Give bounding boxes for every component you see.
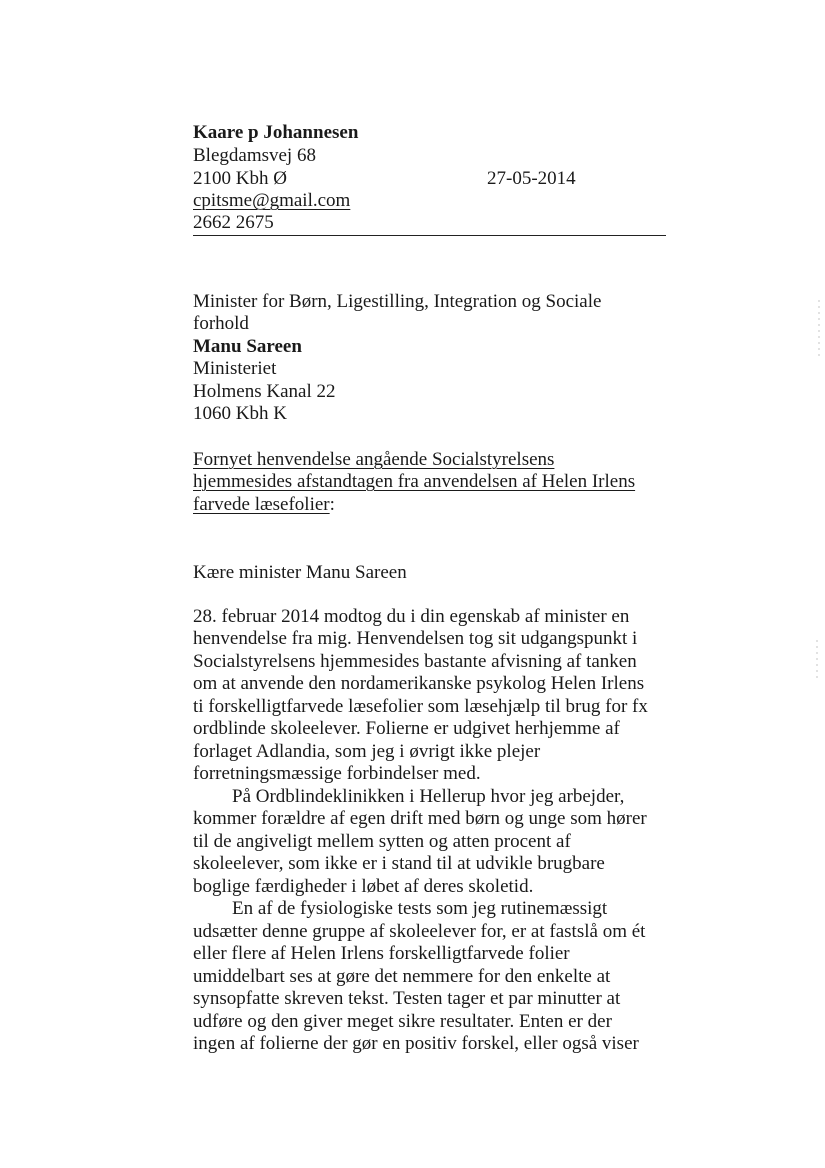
body-line: forretningsmæssige forbindelser med. [193,763,481,784]
body-line: En af de fysiologiske tests som jeg rutinemæssigt [232,898,608,919]
letter-date: 27-05-2014 [487,168,576,189]
salutation: Kære minister Manu Sareen [193,562,407,583]
body-line: boglige færdigheder i løbet af deres skoletid. [193,876,534,897]
body-line: ordblinde skoleelever. Folierne er udgivet herhjemme af [193,718,620,739]
sender-street: Blegdamsvej 68 [193,145,316,166]
sender-name: Kaare p Johannesen [193,122,359,143]
recipient-org: Ministeriet [193,358,277,379]
sender-phone: 2662 2675 [193,212,274,233]
recipient-street: Holmens Kanal 22 [193,381,336,402]
subject-line-3-text: farvede læsefolier [193,494,330,515]
recipient-city: 1060 Kbh K [193,403,287,424]
scan-artifact [816,640,818,680]
body-line: ti forskelligtfarvede læsefolier som læsehjælp til brug for fx [193,696,648,717]
body-line: udsætter denne gruppe af skoleelever for, er at fastslå om ét [193,921,646,942]
sender-email[interactable]: cpitsme@gmail.com [193,190,351,211]
recipient-title-line-1: Minister for Børn, Ligestilling, Integration og Sociale [193,291,602,312]
body-line: til de angiveligt mellem sytten og atten procent af [193,831,571,852]
recipient-name: Manu Sareen [193,336,302,357]
body-line: ingen af folierne der gør en positiv forskel, eller også viser [193,1033,639,1054]
recipient-title-line-2: forhold [193,313,249,334]
header-divider [193,235,666,236]
scan-artifact [818,300,820,360]
body-line: Socialstyrelsens hjemmesides bastante afvisning af tanken [193,651,637,672]
subject-line-3-end: : [329,494,335,515]
body-line: skoleelever, som ikke er i stand til at udvikle brugbare [193,853,605,874]
body-line: henvendelse fra mig. Henvendelsen tog sit udgangspunkt i [193,628,638,649]
body-line: synsopfatte skreven tekst. Testen tager et par minutter at [193,988,621,1009]
body-line: umiddelbart ses at gøre det nemmere for den enkelte at [193,966,611,987]
subject-line-3 [193,494,335,516]
subject-line-1: Fornyet henvendelse angående Socialstyrelsens [193,449,555,470]
sender-city: 2100 Kbh Ø [193,168,287,189]
body-line: eller flere af Helen Irlens forskelligtfarvede folier [193,943,570,964]
body-line: 28. februar 2014 modtog du i din egenskab af minister en [193,606,630,627]
body-line: På Ordblindeklinikken i Hellerup hvor jeg arbejder, [232,786,625,807]
body-line: om at anvende den nordamerikanske psykolog Helen Irlens [193,673,645,694]
body-line: forlaget Adlandia, som jeg i øvrigt ikke plejer [193,741,541,762]
body-line: udføre og den giver meget sikre resultater. Enten er der [193,1011,612,1032]
body-line: kommer forældre af egen drift med børn og unge som hører [193,808,647,829]
subject-line-2: hjemmesides afstandtagen fra anvendelsen af Helen Irlens [193,471,636,492]
